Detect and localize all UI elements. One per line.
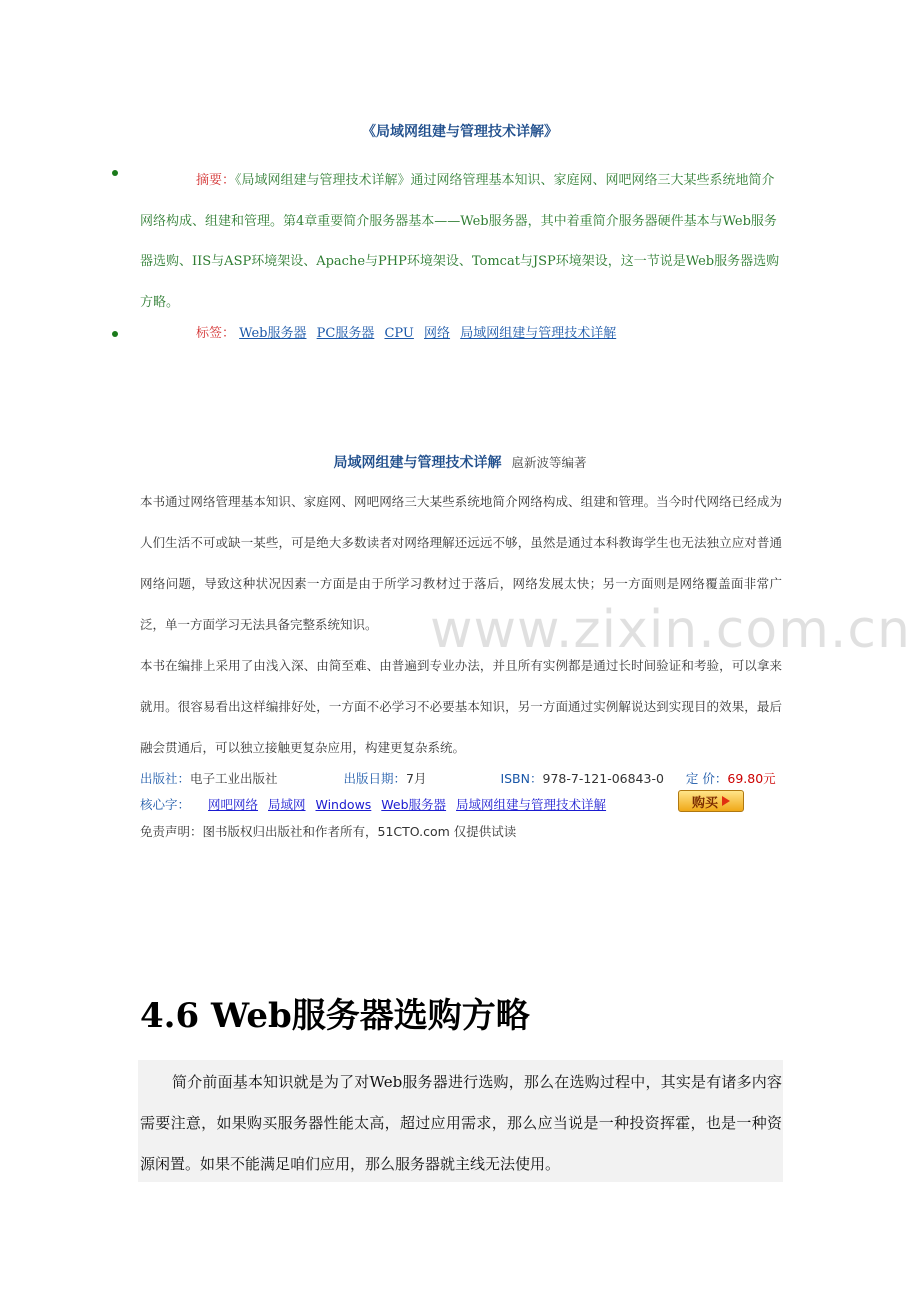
article-title: 《局域网组建与管理技术详解》	[362, 124, 558, 140]
summary-text: 《局域网组建与管理技术详解》通过网络管理基本知识、家庭网、网吧网络三大某些系统地简介网络构成、组建和管理。第4章重要简介服务器基本——Web服务器，其中着重简介服务器硬件基本与Web服务器选购、IIS与ASP环境架设、Apache与PHP环境架设、Tomcat与JSP环境架设，这一节说是Web服务器选购方略。	[140, 173, 780, 310]
book-meta-row	[140, 769, 782, 787]
keyword-link[interactable]: 局域网	[268, 797, 306, 812]
date-label: 出版日期：	[343, 771, 407, 786]
section-paragraph: 简介前面基本知识就是为了对Web服务器进行选购，那么在选购过程中，其实是有诸多内容需要注意，如果购买服务器性能太高，超过应用需求，那么应当说是一种投资挥霍，也是一种资源闲置。如果不能满足咱们应用，那么服务器就主线无法使用。	[140, 1073, 782, 1173]
tag-link[interactable]: 局域网组建与管理技术详解	[460, 326, 617, 341]
keyword-link[interactable]: 局域网组建与管理技术详解	[456, 797, 607, 812]
tag-link[interactable]: 网络	[424, 326, 451, 341]
price-label: 定 价：	[685, 771, 728, 786]
tags-label: 标签：	[196, 326, 236, 341]
publisher-value: 电子工业出版社	[190, 771, 278, 786]
tags-row	[196, 322, 622, 341]
summary-paragraph	[140, 161, 782, 323]
isbn-value: 978-7-121-06843-0	[542, 771, 664, 786]
keyword-link[interactable]: Windows	[315, 797, 372, 812]
buy-button-label: 购买	[691, 795, 718, 811]
tag-link[interactable]: PC服务器	[316, 326, 375, 341]
keywords-row	[140, 795, 612, 813]
book-title-row	[0, 452, 920, 472]
play-arrow-icon	[722, 796, 730, 806]
book-title: 局域网组建与管理技术详解	[333, 455, 502, 471]
book-author: 扈新波等编著	[511, 455, 587, 470]
summary-label: 摘要：	[196, 173, 236, 188]
book-intro-paragraph: 本书在编排上采用了由浅入深、由简至难、由普遍到专业办法，并且所有实例都是通过长时间验证和考验，可以拿来就用。很容易看出这样编排好处，一方面不必学习不必要基本知识，另一方面通过实例解说达到实现目的效果，最后融会贯通后，可以独立接触更复杂应用，构建更复杂系统。	[140, 658, 782, 755]
buy-button[interactable]	[678, 790, 744, 812]
keyword-link[interactable]: Web服务器	[381, 797, 447, 812]
bullet-icon	[112, 331, 118, 337]
keyword-link[interactable]: 网吧网络	[208, 797, 259, 812]
disclaimer: 免责声明：图书版权归出版社和作者所有，51CTO.com 仅提供试读	[140, 824, 517, 839]
publisher-label: 出版社：	[140, 771, 191, 786]
book-intro-paragraph: 本书通过网络管理基本知识、家庭网、网吧网络三大某些系统地简介网络构成、组建和管理。当今时代网络已经成为人们生活不可或缺一某些，可是绝大多数读者对网络理解还远远不够，虽然是通过本科教诲学生也无法独立应对普通网络问题，导致这种状况因素一方面是由于所学习教材过于落后，网络发展太快；另一方面则是网络覆盖面非常广泛，单一方面学习无法具备完整系统知识。	[140, 494, 782, 632]
tag-link[interactable]: CPU	[384, 326, 414, 341]
section-heading: 4.6 Web服务器选购方略	[140, 996, 530, 1036]
watermark: www.zixin.com.cn	[430, 600, 911, 660]
tag-link[interactable]: Web服务器	[239, 326, 307, 341]
date-value: 7月	[406, 771, 427, 786]
bullet-icon	[112, 170, 118, 176]
isbn-label: ISBN：	[500, 771, 543, 786]
price-value: 69.80元	[727, 771, 776, 786]
keywords-label: 核心字：	[140, 797, 191, 812]
